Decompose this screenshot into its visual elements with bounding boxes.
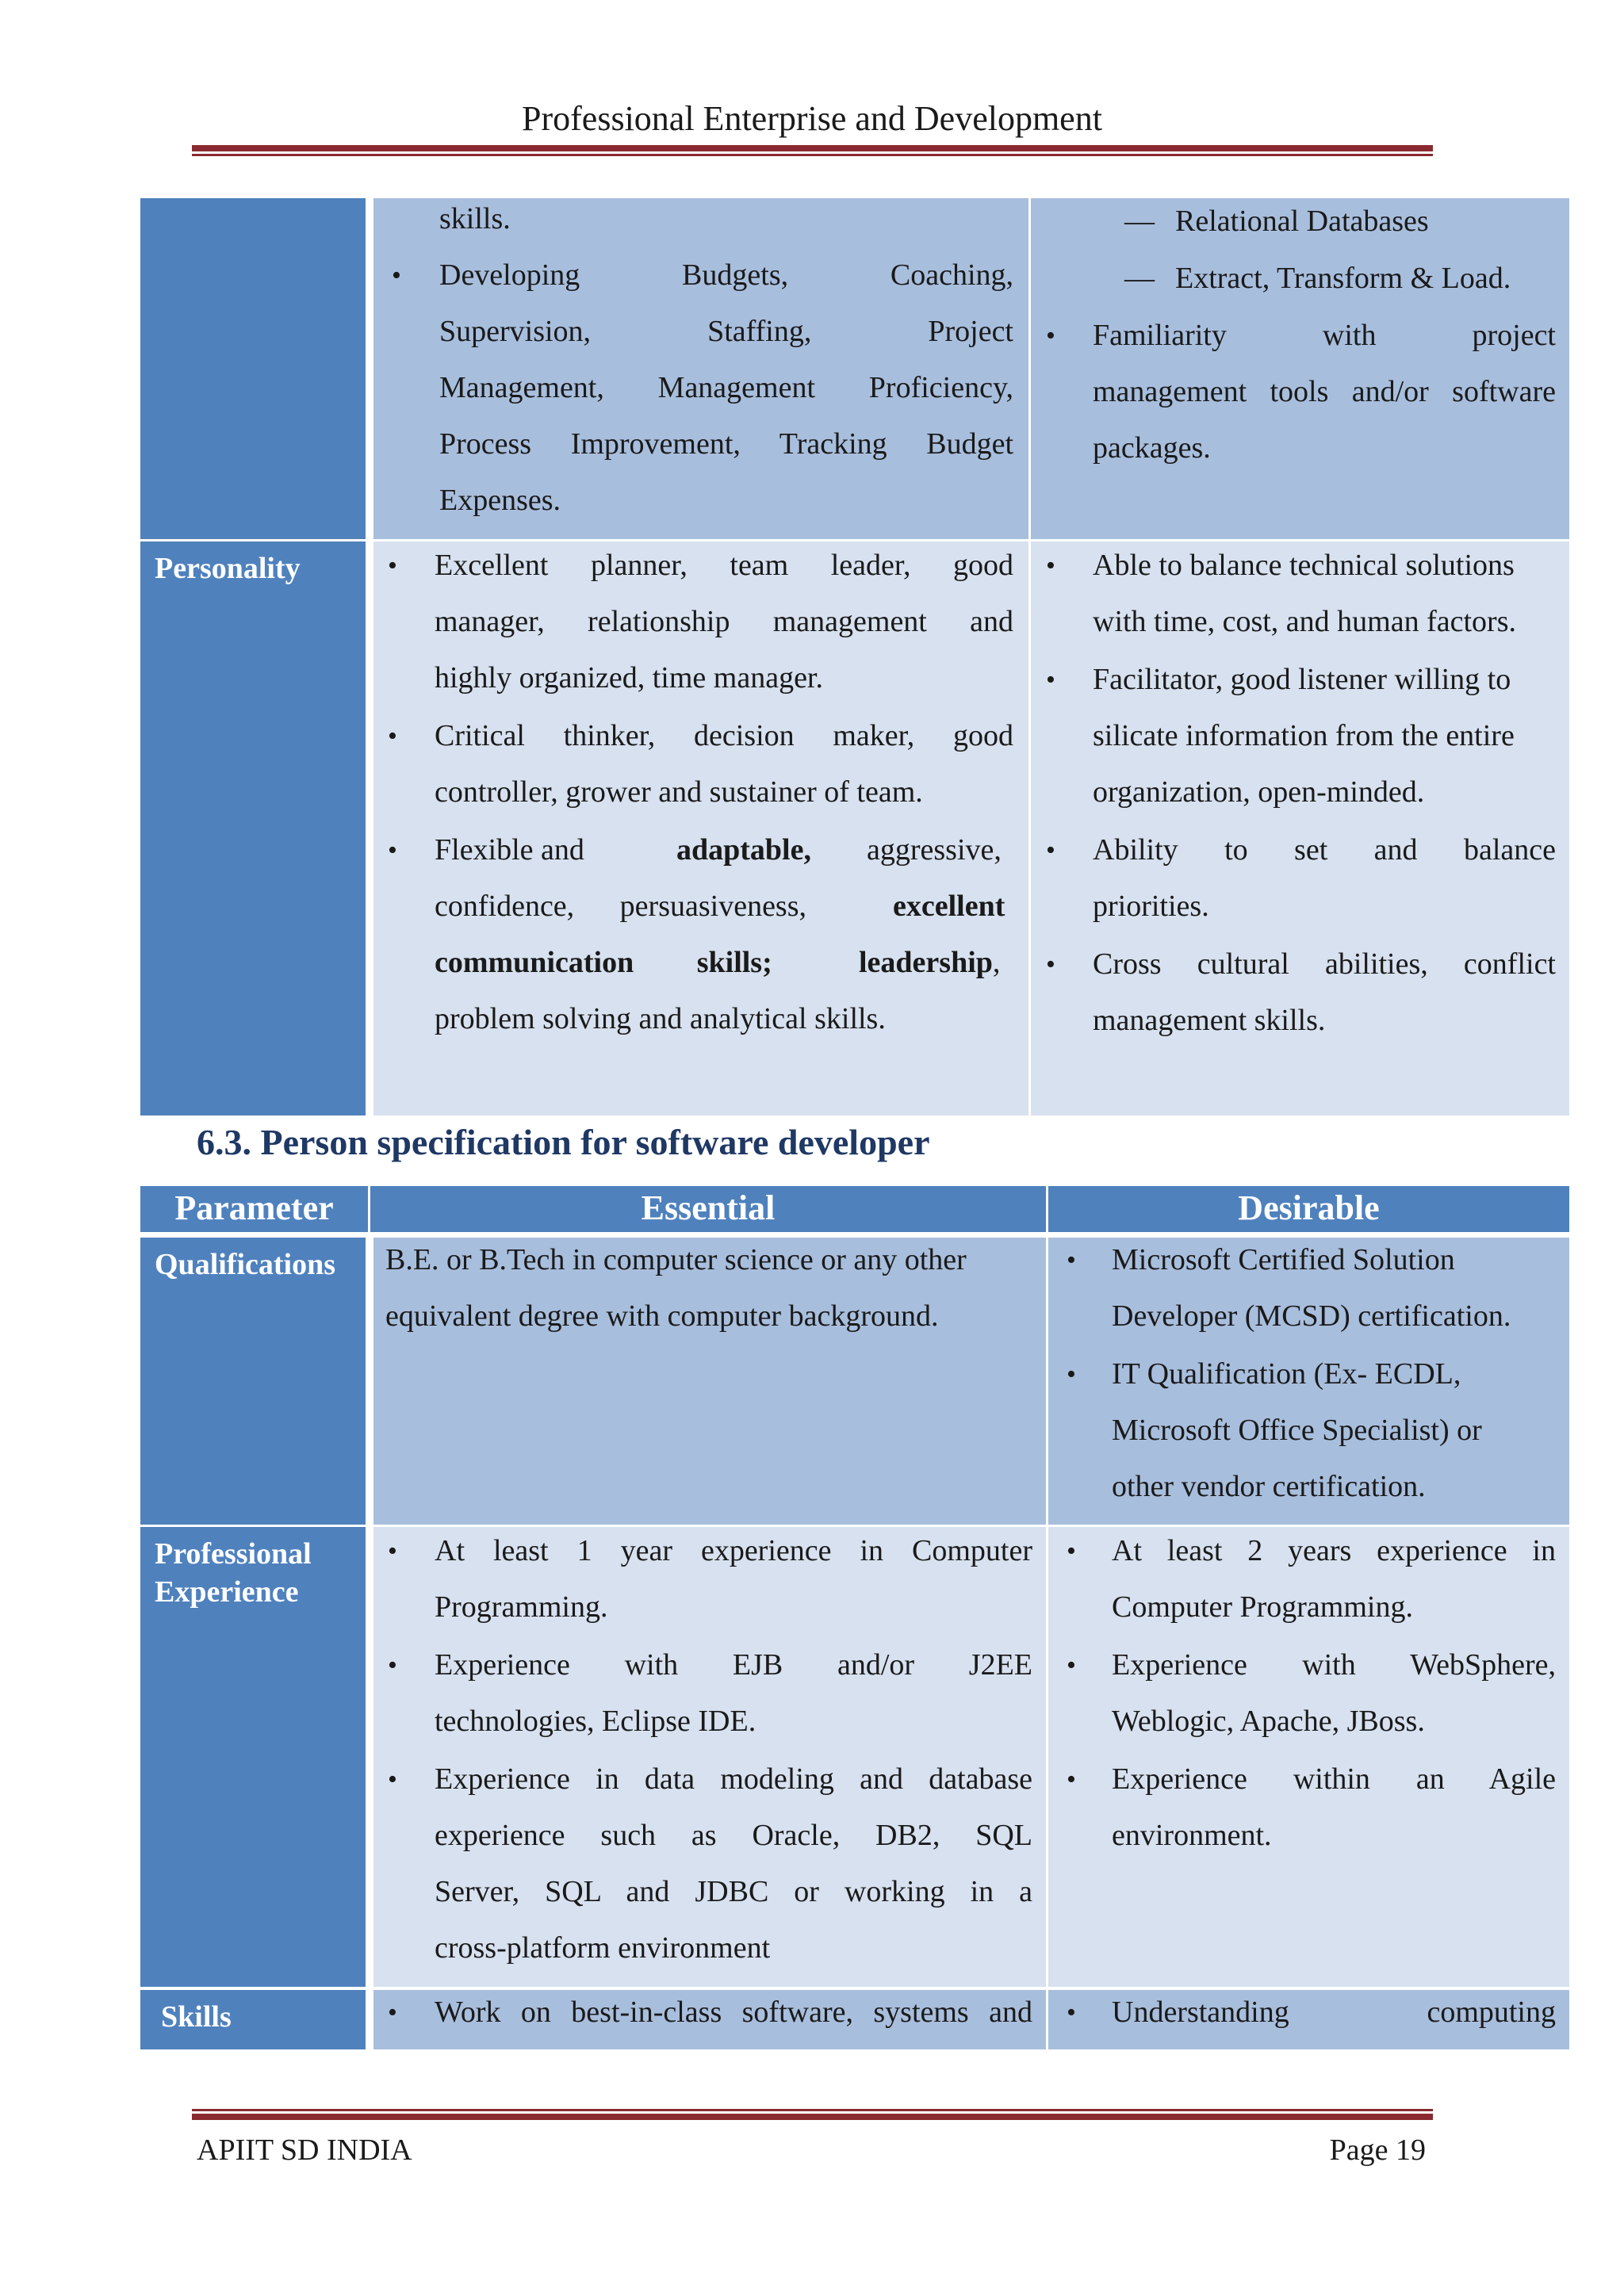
ess-line: At least 1 year experience in Computer bbox=[435, 1534, 1032, 1567]
punctuation: , bbox=[992, 946, 1001, 979]
des-dash-line: Extract, Transform & Load. bbox=[1175, 262, 1511, 295]
ess-line: Developing Budgets, Coaching, bbox=[439, 258, 1013, 292]
ess-line: Work on best-in-class software, systems and bbox=[435, 1996, 1032, 2029]
des-line: Cross cultural abilities, conflict bbox=[1093, 947, 1556, 981]
ess-line: Management, Management Proficiency, bbox=[439, 371, 1013, 404]
bullet-icon: • bbox=[1067, 1360, 1076, 1389]
header-essential: Essential bbox=[370, 1186, 1046, 1232]
des-line: with time, cost, and human factors. bbox=[1093, 605, 1516, 638]
bullet-icon: • bbox=[388, 721, 397, 751]
ess-line: experience such as Oracle, DB2, SQL bbox=[435, 1819, 1032, 1852]
ess-line-bold bbox=[859, 935, 1000, 991]
des-line: Computer Programming. bbox=[1112, 1590, 1413, 1624]
ess-line: equivalent degree with computer background. bbox=[385, 1299, 939, 1333]
bold-text: excellent bbox=[893, 890, 1005, 923]
experience-label-line2: Experience bbox=[155, 1575, 299, 1609]
bullet-icon: • bbox=[392, 261, 401, 290]
ess-line: Excellent planner, team leader, good bbox=[435, 549, 1013, 582]
bullet-icon: • bbox=[1067, 1998, 1076, 2027]
bullet-icon: • bbox=[1046, 321, 1055, 350]
des-line: Ability to set and balance bbox=[1093, 833, 1556, 867]
bullet-icon: • bbox=[1067, 1651, 1076, 1680]
ess-line: Supervision, Staffing, Project bbox=[439, 315, 1013, 348]
bullet-icon: • bbox=[1067, 1246, 1076, 1275]
des-line: Experience within an Agile bbox=[1112, 1762, 1556, 1796]
des-line: organization, open-minded. bbox=[1093, 775, 1425, 809]
ess-line: B.E. or B.Tech in computer science or any other bbox=[385, 1243, 967, 1276]
des-line: At least 2 years experience in bbox=[1112, 1534, 1556, 1567]
ess-line-bold bbox=[676, 822, 811, 878]
ess-line: Experience in data modeling and database bbox=[435, 1762, 1032, 1796]
bullet-icon: • bbox=[388, 551, 397, 580]
dash-icon: — bbox=[1124, 205, 1155, 238]
dash-icon: — bbox=[1124, 262, 1155, 295]
footer-institution: APIIT SD INDIA bbox=[197, 2133, 412, 2167]
personality-param-cell bbox=[140, 541, 366, 1115]
personality-label: Personality bbox=[155, 552, 301, 585]
bold-text: leadership bbox=[859, 946, 993, 979]
des-line: management tools and/or software bbox=[1093, 375, 1556, 408]
ess-line: confidence, persuasiveness, bbox=[435, 890, 807, 923]
bullet-icon: • bbox=[388, 1765, 397, 1794]
des-line: Facilitator, good listener willing to bbox=[1093, 663, 1511, 696]
ess-line: Expenses. bbox=[439, 484, 561, 517]
des-line: Able to balance technical solutions bbox=[1093, 549, 1515, 582]
ess-line: manager, relationship management and bbox=[435, 605, 1013, 638]
des-line: environment. bbox=[1112, 1819, 1272, 1852]
bold-text: communication skills; bbox=[435, 946, 772, 979]
page-header-title: Professional Enterprise and Development bbox=[522, 99, 1102, 138]
header-desirable: Desirable bbox=[1048, 1186, 1569, 1232]
des-line: silicate information from the entire bbox=[1093, 719, 1515, 752]
des-line: Familiarity with project bbox=[1093, 319, 1556, 352]
header-rule bbox=[192, 145, 1433, 156]
header-parameter: Parameter bbox=[140, 1186, 368, 1232]
des-line: priorities. bbox=[1093, 890, 1209, 923]
continuation-param-cell bbox=[140, 198, 366, 539]
bullet-icon: • bbox=[388, 1536, 397, 1566]
des-line: Microsoft Office Specialist) or bbox=[1112, 1414, 1482, 1447]
qualifications-label: Qualifications bbox=[155, 1248, 336, 1281]
footer-rule bbox=[192, 2109, 1433, 2120]
qualifications-param-cell bbox=[140, 1238, 366, 1525]
bullet-icon: • bbox=[388, 1651, 397, 1680]
ess-line-bold bbox=[893, 878, 1005, 935]
ess-line: cross-platform environment bbox=[435, 1931, 771, 1965]
experience-param-cell bbox=[140, 1527, 366, 1987]
des-line: other vendor certification. bbox=[1112, 1470, 1426, 1503]
des-line: Microsoft Certified Solution bbox=[1112, 1243, 1455, 1276]
ess-line: Programming. bbox=[435, 1590, 608, 1624]
ess-line: Server, SQL and JDBC or working in a bbox=[435, 1875, 1032, 1908]
skills-label: Skills bbox=[161, 2000, 232, 2034]
ess-line: Critical thinker, decision maker, good bbox=[435, 719, 1013, 752]
bold-text: adaptable, bbox=[676, 833, 811, 867]
bullet-icon: • bbox=[1046, 665, 1055, 695]
des-line: Experience with WebSphere, bbox=[1112, 1648, 1556, 1682]
experience-label-line1: Professional bbox=[155, 1537, 312, 1571]
bullet-icon: • bbox=[1067, 1765, 1076, 1794]
bullet-icon: • bbox=[388, 1998, 397, 2027]
ess-line: highly organized, time manager. bbox=[435, 661, 823, 695]
des-line: Understanding computing bbox=[1112, 1996, 1556, 2029]
des-dash-line: Relational Databases bbox=[1175, 205, 1429, 238]
des-line: Developer (MCSD) certification. bbox=[1112, 1299, 1511, 1333]
ess-line: problem solving and analytical skills. bbox=[435, 1002, 886, 1035]
section-heading: 6.3. Person specification for software developer bbox=[197, 1122, 930, 1162]
skills-param-cell bbox=[140, 1990, 366, 2049]
bullet-icon: • bbox=[1046, 950, 1055, 979]
bullet-icon: • bbox=[388, 836, 397, 865]
bullet-icon: • bbox=[1067, 1536, 1076, 1566]
bullet-icon: • bbox=[1046, 551, 1055, 580]
ess-line: controller, grower and sustainer of team. bbox=[435, 775, 923, 809]
des-line: IT Qualification (Ex- ECDL, bbox=[1112, 1357, 1461, 1391]
ess-line: Experience with EJB and/or J2EE bbox=[435, 1648, 1032, 1682]
ess-line: technologies, Eclipse IDE. bbox=[435, 1705, 756, 1738]
footer-page-number: Page 19 bbox=[1329, 2133, 1426, 2167]
ess-line: Process Improvement, Tracking Budget bbox=[439, 427, 1013, 461]
des-line: Weblogic, Apache, JBoss. bbox=[1112, 1705, 1425, 1738]
ess-line: aggressive, bbox=[867, 833, 1002, 867]
ess-line: skills. bbox=[439, 202, 511, 235]
ess-line: Flexible and bbox=[435, 833, 584, 867]
bullet-icon: • bbox=[1046, 836, 1055, 865]
des-line: management skills. bbox=[1093, 1004, 1326, 1037]
des-line: packages. bbox=[1093, 431, 1211, 465]
ess-line-bold bbox=[435, 935, 772, 991]
